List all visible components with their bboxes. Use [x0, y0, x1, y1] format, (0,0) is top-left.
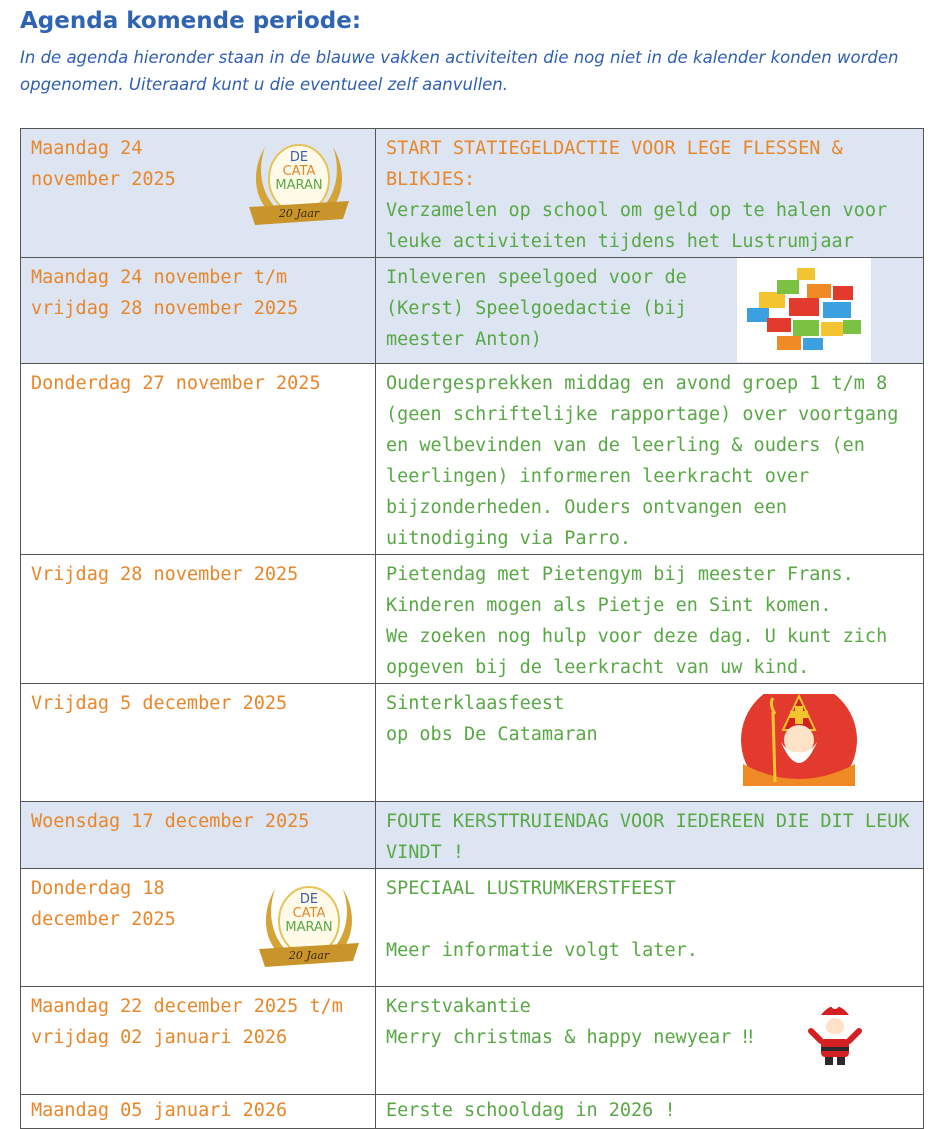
activity-cell — [376, 364, 924, 555]
table-row — [21, 555, 924, 684]
badge-line3: MARAN — [275, 178, 323, 193]
date-text: Maandag 22 december 2025 t/m vrijdag 02 januari 2026 — [31, 996, 343, 1048]
badge-line2: CATA — [282, 164, 316, 179]
activity-cell — [376, 987, 924, 1095]
date-text: Maandag 05 januari 2026 — [31, 1100, 288, 1121]
activity-text: Oudergesprekken middag en avond groep 1 t/m 8 (geen schriftelijke rapportage) over voortgang en welbevinden van de leerling & ouders (en leerlingen) informeren leerkracht over bijzonderheden. Ouders ontvangen een uitnodiging via Parro. — [386, 373, 899, 549]
table-row — [21, 684, 924, 802]
santa-claus-icon — [807, 1001, 863, 1067]
date-text: Maandag 24 november 2025 — [31, 138, 176, 190]
date-cell — [21, 129, 376, 258]
date-cell — [21, 555, 376, 684]
activity-title: START STATIEGELDACTIE VOOR LEGE FLESSEN & BLIKJES: — [386, 138, 843, 190]
activity-cell — [376, 555, 924, 684]
badge-ribbon: 20 Jaar — [288, 949, 330, 962]
date-cell — [21, 869, 376, 987]
badge-line1: DE — [299, 892, 319, 907]
activity-text: Sinterklaasfeest — [386, 693, 565, 714]
date-cell — [21, 987, 376, 1095]
activity-text: Inleveren speelgoed voor de (Kerst) Speelgoedactie (bij meester Anton) — [386, 267, 687, 350]
activity-extra: Meer informatie volgt later. — [386, 940, 698, 961]
sinterklaas-icon — [739, 694, 859, 786]
activity-cell — [376, 802, 924, 869]
badge-line1: DE — [289, 150, 309, 165]
activity-cell — [376, 1095, 924, 1129]
table-row — [21, 129, 924, 258]
activity-text: Verzamelen op school om geld op te halen voor leuke activiteiten tijdens het Lustrumjaar — [386, 200, 888, 252]
activity-extra: Merry christmas & happy newyear ‼ — [386, 1027, 754, 1048]
table-row — [21, 869, 924, 987]
table-row — [21, 364, 924, 555]
activity-text: SPECIAAL LUSTRUMKERSTFEEST — [386, 878, 676, 899]
date-text: Vrijdag 28 november 2025 — [31, 564, 299, 585]
activity-extra: We zoeken nog hulp voor deze dag. U kunt zich opgeven bij de leerkracht van uw kind. — [386, 626, 888, 678]
date-text: Donderdag 27 november 2025 — [31, 373, 321, 394]
agenda-table — [20, 128, 924, 1129]
activity-cell — [376, 869, 924, 987]
activity-text: Eerste schooldag in 2026 ! — [386, 1100, 676, 1121]
lego-blocks-icon — [737, 258, 871, 362]
date-text: Woensdag 17 december 2025 — [31, 811, 310, 832]
activity-cell — [376, 258, 924, 364]
date-cell — [21, 258, 376, 364]
activity-text: Pietendag met Pietengym bij meester Frans. Kinderen mogen als Pietje en Sint komen. — [386, 564, 854, 616]
date-text: Donderdag 18 december 2025 — [31, 878, 176, 930]
date-text: Vrijdag 5 december 2025 — [31, 693, 288, 714]
date-cell — [21, 364, 376, 555]
table-row — [21, 1095, 924, 1129]
page-title: Agenda komende periode: — [20, 8, 362, 34]
badge-line3: MARAN — [285, 920, 333, 935]
date-cell — [21, 1095, 376, 1129]
catamaran-badge-icon — [243, 135, 355, 235]
activity-text: FOUTE KERSTTRUIENDAG VOOR IEDEREEN DIE DIT LEUK VINDT ! — [386, 811, 910, 863]
activity-cell — [376, 684, 924, 802]
badge-ribbon: 20 Jaar — [278, 207, 320, 220]
badge-line2: CATA — [292, 906, 326, 921]
table-row — [21, 258, 924, 364]
date-text: Maandag 24 november t/m vrijdag 28 november 2025 — [31, 267, 299, 319]
date-cell — [21, 802, 376, 869]
activity-cell — [376, 129, 924, 258]
table-row — [21, 987, 924, 1095]
table-row — [21, 802, 924, 869]
catamaran-badge-icon — [253, 875, 365, 979]
activity-text: Kerstvakantie — [386, 996, 531, 1017]
activity-extra: op obs De Catamaran — [386, 724, 598, 745]
date-cell — [21, 684, 376, 802]
intro-text: In de agenda hieronder staan in de blauwe vakken activiteiten die nog niet in de kalender konden worden opgenomen. Uiteraard kunt u die eventueel zelf aanvullen. — [20, 48, 899, 94]
